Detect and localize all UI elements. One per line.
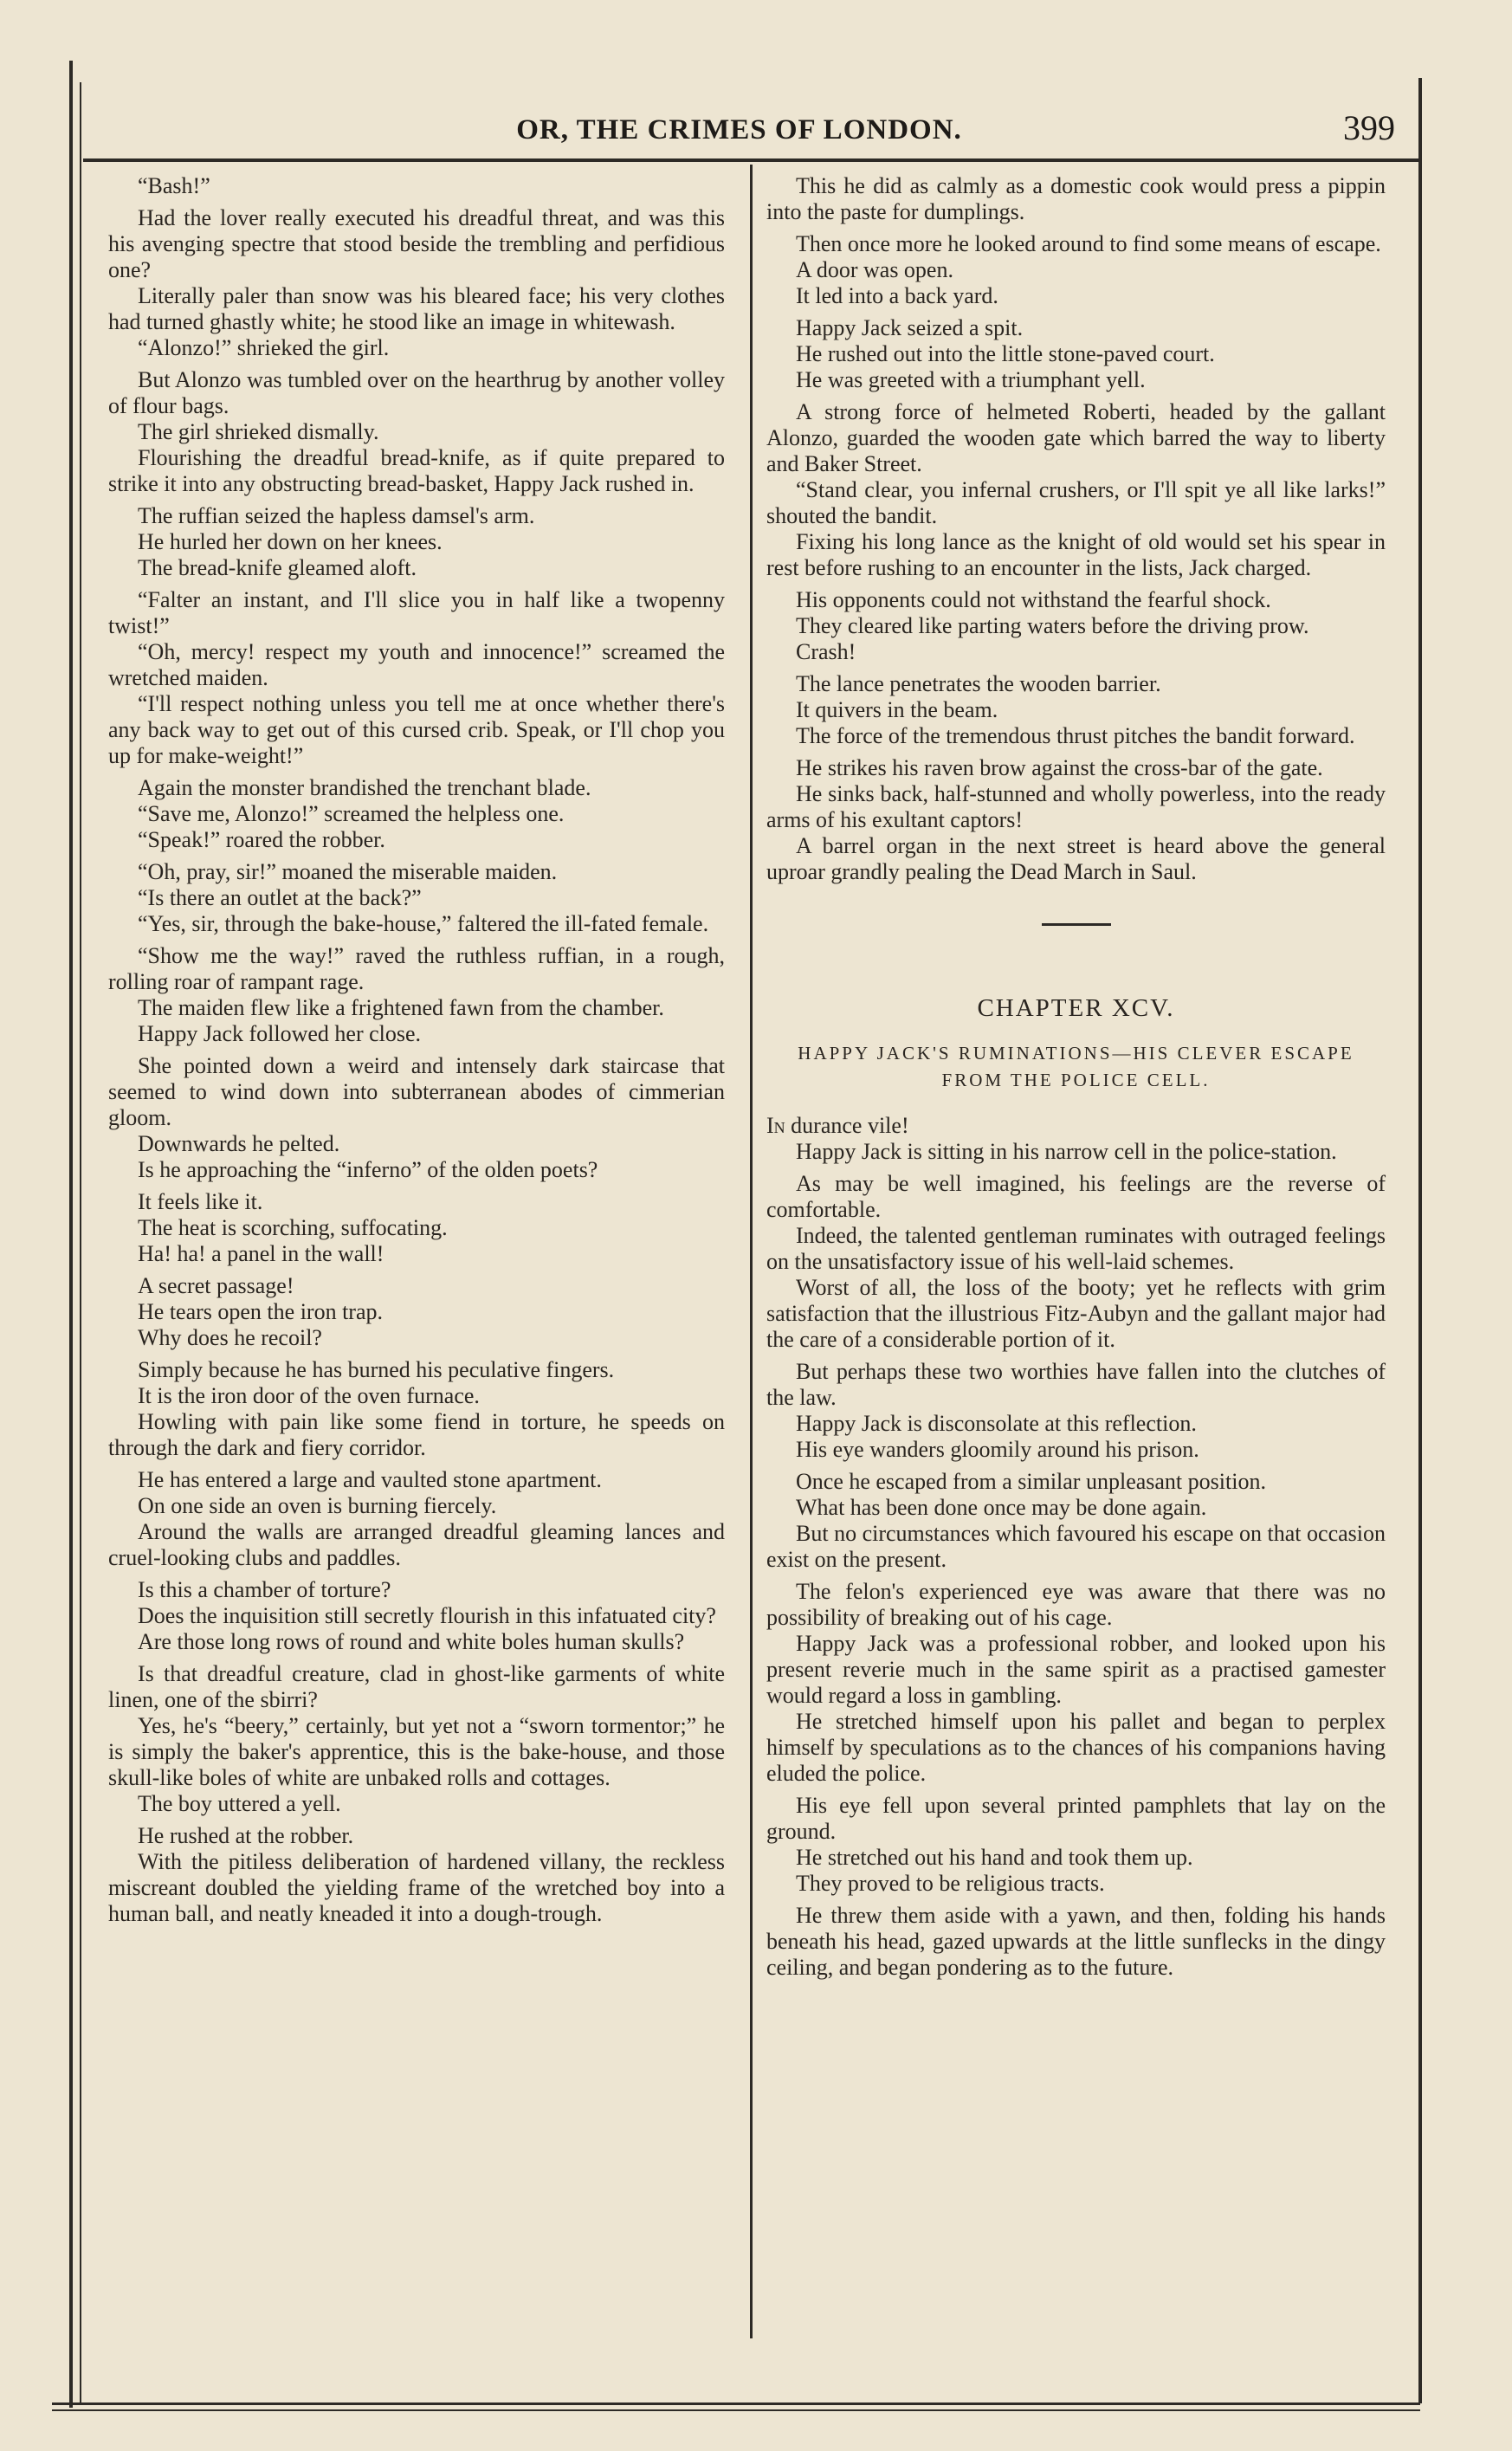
paragraph: The boy uttered a yell. bbox=[138, 1791, 341, 1816]
paragraph: He threw them aside with a yawn, and then, folding his hands beneath his head, gazed upwards at the little sunflecks in the dingy ceiling, and began pondering as to the future. bbox=[766, 1903, 1386, 1980]
paragraph: Around the walls are arranged dreadful gleaming lances and cruel-looking clubs and paddles. bbox=[108, 1519, 725, 1570]
chapter-first-word: In bbox=[766, 1113, 785, 1138]
footer-rule bbox=[52, 2402, 1420, 2405]
left-column bbox=[108, 173, 725, 1927]
paragraph: Again the monster brandished the trenchant blade. bbox=[138, 775, 591, 800]
paragraph: But no circumstances which favoured his escape on that occasion exist on the present. bbox=[766, 1521, 1386, 1572]
paragraph: “Yes, sir, through the bake-house,” faltered the ill-fated female. bbox=[138, 911, 709, 936]
paragraph: The force of the tremendous thrust pitches the bandit forward. bbox=[796, 723, 1355, 748]
paragraph: “Save me, Alonzo!” screamed the helpless one. bbox=[138, 801, 565, 826]
paragraph: Happy Jack is disconsolate at this reflection. bbox=[796, 1411, 1197, 1436]
paragraph: Literally paler than snow was his bleared face; his very clothes had turned ghastly white; he stood like an image in whitewash. bbox=[108, 283, 725, 334]
paragraph: The girl shrieked dismally. bbox=[138, 419, 379, 444]
chapter-subtitle: HAPPY JACK'S RUMINATIONS—HIS CLEVER ESCAPE FROM THE POLICE CELL. bbox=[798, 1043, 1354, 1090]
paragraph: The maiden flew like a frightened fawn from the chamber. bbox=[138, 995, 664, 1020]
paragraph: Are those long rows of round and white boles human skulls? bbox=[138, 1629, 685, 1654]
paragraph: Is this a chamber of torture? bbox=[138, 1577, 391, 1602]
paragraph: Happy Jack was a professional robber, and looked upon his present reverie much in the same spirit as a practised gamester would regard a loss in gambling. bbox=[766, 1631, 1386, 1708]
right-column-top-text bbox=[766, 173, 1386, 885]
paragraph: A secret passage! bbox=[138, 1273, 294, 1298]
paragraph: “Falter an instant, and I'll slice you in half like a twopenny twist!” bbox=[108, 587, 725, 638]
paragraph: “Oh, pray, sir!” moaned the miserable maiden. bbox=[138, 859, 558, 884]
paragraph: He stretched himself upon his pallet and began to perplex himself by speculations as to the chances of his companions having eluded the police. bbox=[766, 1709, 1386, 1786]
page-frame-left-inner bbox=[80, 82, 81, 2403]
paragraph: He hurled her down on her knees. bbox=[138, 529, 443, 554]
paragraph: The felon's experienced eye was aware that there was no possibility of breaking out of his cage. bbox=[766, 1579, 1386, 1630]
paragraph: A barrel organ in the next street is heard above the general uproar grandly pealing the Dead March in Saul. bbox=[766, 833, 1386, 884]
paragraph: Happy Jack is sitting in his narrow cell in the police-station. bbox=[796, 1139, 1337, 1164]
paragraph: It is the iron door of the oven furnace. bbox=[138, 1383, 480, 1408]
paragraph: She pointed down a weird and intensely dark staircase that seemed to wind down into subterranean abodes of cimmerian gloom. bbox=[108, 1053, 725, 1130]
paragraph: As may be well imagined, his feelings are the reverse of comfortable. bbox=[766, 1171, 1386, 1222]
paragraph: On one side an oven is burning fiercely. bbox=[138, 1493, 497, 1518]
chapter-title: CHAPTER XCV. bbox=[977, 994, 1175, 1022]
header-rule bbox=[83, 158, 1418, 162]
paragraph: The lance penetrates the wooden barrier. bbox=[796, 671, 1161, 696]
paragraph: What has been done once may be done again. bbox=[796, 1495, 1207, 1520]
paragraph: He was greeted with a triumphant yell. bbox=[796, 367, 1146, 392]
paragraph: Crash! bbox=[796, 639, 856, 664]
paragraph: “Stand clear, you infernal crushers, or I'll spit ye all like larks!” shouted the bandit. bbox=[766, 477, 1386, 528]
paragraph: The heat is scorching, suffocating. bbox=[138, 1215, 448, 1240]
paragraph: A strong force of helmeted Roberti, headed by the gallant Alonzo, guarded the wooden gate which barred the way to liberty and Baker Street. bbox=[766, 399, 1386, 476]
paragraph: Had the lover really executed his dreadful threat, and was this his avenging spectre that stood beside the trembling and perfidious one? bbox=[108, 205, 725, 282]
paragraph: But Alonzo was tumbled over on the hearthrug by another volley of flour bags. bbox=[108, 367, 725, 418]
page-number: 399 bbox=[1343, 108, 1395, 147]
paragraph: “Alonzo!” shrieked the girl. bbox=[138, 335, 390, 360]
column-divider bbox=[750, 165, 753, 2338]
paragraph: He strikes his raven brow against the cross-bar of the gate. bbox=[796, 755, 1323, 780]
paragraph: He sinks back, half-stunned and wholly powerless, into the ready arms of his exultant captors! bbox=[766, 781, 1386, 832]
section-ornament-rule bbox=[1042, 923, 1111, 926]
paragraph: “Bash!” bbox=[138, 173, 210, 198]
paragraph: This he did as calmly as a domestic cook would press a pippin into the paste for dumplings. bbox=[766, 173, 1386, 224]
right-column bbox=[766, 173, 1386, 1981]
paragraph: Happy Jack seized a spit. bbox=[796, 315, 1024, 340]
paragraph: Is that dreadful creature, clad in ghost-like garments of white linen, one of the sbirri? bbox=[108, 1661, 725, 1712]
paragraph: His opponents could not withstand the fearful shock. bbox=[796, 587, 1271, 612]
paragraph: His eye wanders gloomily around his prison. bbox=[796, 1437, 1199, 1462]
paragraph: Downwards he pelted. bbox=[138, 1131, 340, 1156]
paragraph: Worst of all, the loss of the booty; yet he reflects with grim satisfaction that the illustrious Fitz-Aubyn and the gallant major had the care of a considerable portion of it. bbox=[766, 1275, 1386, 1352]
chapter-first-line-rest: durance vile! bbox=[785, 1113, 909, 1138]
paragraph: Indeed, the talented gentleman ruminates with outraged feelings on the unsatisfactory issue of his well-laid schemes. bbox=[766, 1223, 1386, 1274]
paragraph: It feels like it. bbox=[138, 1189, 263, 1214]
page-header bbox=[83, 102, 1395, 154]
paragraph: Flourishing the dreadful bread-knife, as if quite prepared to strike it into any obstructing bread-basket, Happy Jack rushed in. bbox=[108, 445, 725, 496]
paragraph: Then once more he looked around to find some means of escape. bbox=[796, 231, 1381, 256]
paragraph: It quivers in the beam. bbox=[796, 697, 998, 722]
paragraph: But perhaps these two worthies have fallen into the clutches of the law. bbox=[766, 1359, 1386, 1410]
paragraph: He has entered a large and vaulted stone apartment. bbox=[138, 1467, 602, 1492]
paragraph: It led into a back yard. bbox=[796, 283, 998, 308]
running-title: OR, THE CRIMES OF LONDON. bbox=[516, 114, 962, 146]
page-frame-right bbox=[1418, 78, 1422, 2403]
paragraph: He tears open the iron trap. bbox=[138, 1299, 384, 1324]
paragraph: “Show me the way!” raved the ruthless ruffian, in a rough, rolling roar of rampant rage. bbox=[108, 943, 725, 994]
paragraph: A door was open. bbox=[796, 257, 953, 282]
paragraph: He rushed at the robber. bbox=[138, 1823, 354, 1848]
paragraph: “Oh, mercy! respect my youth and innocence!” screamed the wretched maiden. bbox=[108, 639, 725, 690]
paragraph: Does the inquisition still secretly flourish in this infatuated city? bbox=[138, 1603, 716, 1628]
paragraph: “Speak!” roared the robber. bbox=[138, 827, 385, 852]
paragraph: Is he approaching the “inferno” of the olden poets? bbox=[138, 1157, 598, 1182]
paragraph: “Is there an outlet at the back?” bbox=[138, 885, 422, 910]
paragraph: Fixing his long lance as the knight of old would set his spear in rest before rushing to an encounter in the lists, Jack charged. bbox=[766, 529, 1386, 580]
paragraph: They proved to be religious tracts. bbox=[796, 1871, 1105, 1896]
paragraph: Simply because he has burned his peculative fingers. bbox=[138, 1357, 615, 1382]
right-column-bottom-text bbox=[766, 1139, 1386, 1981]
chapter-first-line bbox=[766, 1113, 1386, 1139]
paragraph: Ha! ha! a panel in the wall! bbox=[138, 1241, 384, 1266]
paragraph: The ruffian seized the hapless damsel's arm. bbox=[138, 503, 535, 528]
paragraph: Happy Jack followed her close. bbox=[138, 1021, 422, 1046]
paragraph: They cleared like parting waters before the driving prow. bbox=[796, 613, 1309, 638]
paragraph: His eye fell upon several printed pamphlets that lay on the ground. bbox=[766, 1793, 1386, 1844]
paragraph: He rushed out into the little stone-paved court. bbox=[796, 341, 1215, 366]
paragraph: “I'll respect nothing unless you tell me at once whether there's any back way to get out of this cursed crib. Speak, or I'll chop you up for make-weight!” bbox=[108, 691, 725, 768]
paragraph: Why does he recoil? bbox=[138, 1325, 322, 1350]
paragraph: With the pitiless deliberation of hardened villany, the reckless miscreant doubled the yielding frame of the wretched boy into a human ball, and neatly kneaded it into a dough-trough. bbox=[108, 1849, 725, 1926]
footer-rule-second bbox=[52, 2409, 1420, 2411]
paragraph: Howling with pain like some fiend in torture, he speeds on through the dark and fiery corridor. bbox=[108, 1409, 725, 1460]
paragraph: He stretched out his hand and took them up. bbox=[796, 1845, 1193, 1870]
page-frame-left bbox=[69, 61, 73, 2408]
paragraph: The bread-knife gleamed aloft. bbox=[138, 555, 417, 580]
paragraph: Once he escaped from a similar unpleasant position. bbox=[796, 1469, 1266, 1494]
paragraph: Yes, he's “beery,” certainly, but yet not a “sworn tormentor;” he is simply the baker's apprentice, this is the bake-house, and those skull-like boles of white are unbaked rolls and cottages. bbox=[108, 1713, 725, 1790]
